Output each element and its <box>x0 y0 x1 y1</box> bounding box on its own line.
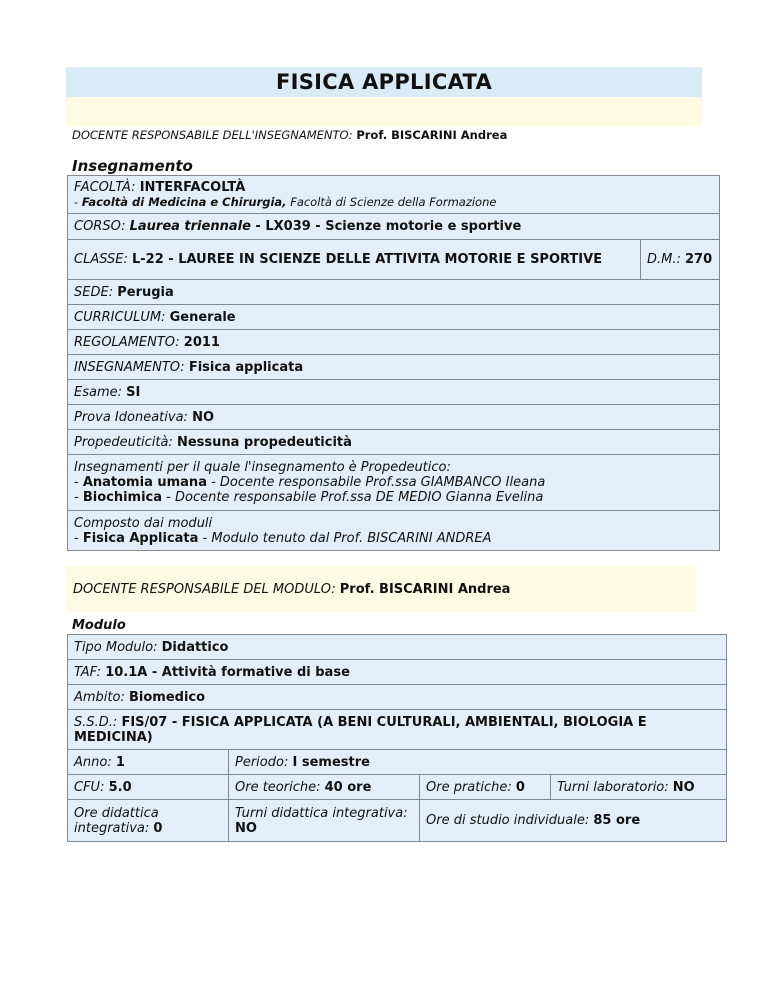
docente-modulo-line: DOCENTE RESPONSABILE DEL MODULO: Prof. BISCARINI Andrea <box>73 582 511 597</box>
anno-cell: Anno: 1 <box>68 750 229 775</box>
title-spacer <box>66 97 702 127</box>
corso-cell: CORSO: Laurea triennale - LX039 - Scienze motorie e sportive <box>68 214 720 240</box>
prop-for-cell: Insegnamenti per il quale l'insegnamento è Propedeutico: - Anatomia umana - Docente responsabile Prof.ssa GIAMBANCO Ileana - Biochimica - Docente responsabile Prof.ssa DE MEDIO Gianna Evelina <box>68 455 720 511</box>
periodo-cell: Periodo: I semestre <box>229 750 727 775</box>
ore-studio-cell: Ore di studio individuale: 85 ore <box>420 800 727 842</box>
insegnamento-heading: Insegnamento <box>72 157 193 175</box>
page-title: FISICA APPLICATA <box>66 67 702 97</box>
docente-value: Prof. BISCARINI Andrea <box>356 128 508 142</box>
taf-cell: TAF: 10.1A - Attività formative di base <box>68 660 727 685</box>
esame-cell: Esame: SI <box>68 380 720 405</box>
ssd-cell: S.S.D.: FIS/07 - FISICA APPLICATA (A BENI CULTURALI, AMBIENTALI, BIOLOGIA E MEDICINA) <box>68 710 727 750</box>
insegnamento-table <box>67 175 720 551</box>
propedeuticita-cell: Propedeuticità: Nessuna propedeuticità <box>68 430 720 455</box>
ore-teoriche-cell: Ore teoriche: 40 ore <box>229 775 420 800</box>
list-item: - Biochimica - Docente responsabile Prof.ssa DE MEDIO Gianna Evelina <box>74 490 544 505</box>
facolta-cell: FACOLTÀ: INTERFACOLTÀ - Facoltà di Medicina e Chirurgia, Facoltà di Scienze della Formazione <box>68 176 720 214</box>
turni-lab-cell: Turni laboratorio: NO <box>551 775 727 800</box>
curriculum-cell: CURRICULUM: Generale <box>68 305 720 330</box>
cfu-cell: CFU: 5.0 <box>68 775 229 800</box>
modulo-table <box>67 634 727 842</box>
ambito-cell: Ambito: Biomedico <box>68 685 727 710</box>
docente-label: DOCENTE RESPONSABILE DELL'INSEGNAMENTO: <box>72 128 353 142</box>
prova-cell: Prova Idoneativa: NO <box>68 405 720 430</box>
regolamento-cell: REGOLAMENTO: 2011 <box>68 330 720 355</box>
ore-didattica-cell: Ore didattica integrativa: 0 <box>68 800 229 842</box>
classe-cell: CLASSE: L-22 - LAUREE IN SCIENZE DELLE ATTIVITA MOTORIE E SPORTIVE <box>68 240 641 280</box>
modulo-heading: Modulo <box>72 618 126 633</box>
composto-cell: Composto dai moduli - Fisica Applicata - Modulo tenuto dal Prof. BISCARINI ANDREA <box>68 511 720 551</box>
insegnamento-cell: INSEGNAMENTO: Fisica applicata <box>68 355 720 380</box>
tipo-modulo-cell: Tipo Modulo: Didattico <box>68 635 727 660</box>
dm-cell: D.M.: 270 <box>641 240 720 280</box>
list-item: - Anatomia umana - Docente responsabile Prof.ssa GIAMBANCO Ileana <box>74 475 546 490</box>
ore-pratiche-cell: Ore pratiche: 0 <box>420 775 551 800</box>
list-item: - Fisica Applicata - Modulo tenuto dal Prof. BISCARINI ANDREA <box>74 530 492 546</box>
turni-didattica-cell: Turni didattica integrativa: NO <box>229 800 420 842</box>
docente-line <box>72 128 507 142</box>
sede-cell: SEDE: Perugia <box>68 280 720 305</box>
